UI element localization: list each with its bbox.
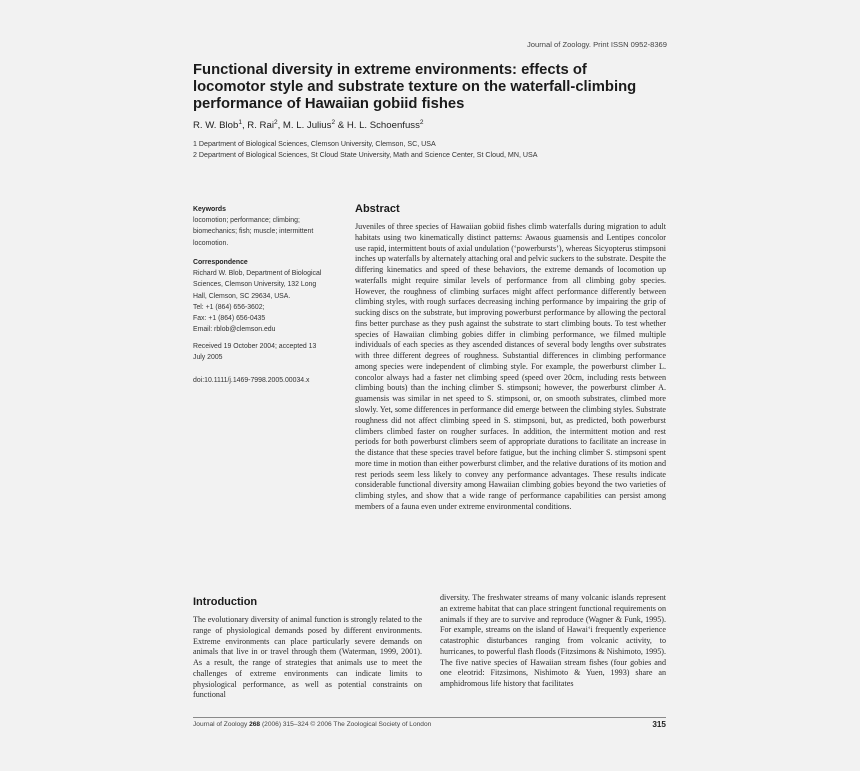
abstract-heading: Abstract xyxy=(355,203,400,215)
correspondence-line: Hall, Clemson, SC 29634, USA. xyxy=(193,292,291,300)
correspondence-tel: Tel: +1 (864) 656-3602; xyxy=(193,303,265,311)
article-title: Functional diversity in extreme environments: effects of locomotor style and substrate texture on the waterfall-climbing performance of Hawaiian gobiid fishes xyxy=(193,62,637,112)
footer-citation: Journal of Zoology 268 (2006) 315–324 © 2006 The Zoological Society of London xyxy=(193,721,432,728)
doi: doi:10.1111/j.1469-7998.2005.00034.x xyxy=(193,377,310,384)
keywords-heading: Keywords xyxy=(193,206,226,213)
author-1: R. W. Blob$^1$, xyxy=(193,119,248,131)
correspondence-heading: Correspondence xyxy=(193,259,248,266)
correspondence-fax: Fax: +1 (864) 656-0435 xyxy=(193,315,266,323)
keywords-block xyxy=(193,204,338,249)
affiliation-2: 2 Department of Biological Sciences, St Cloud State University, Math and Science Center, St Cloud, MN, USA xyxy=(193,151,538,159)
introduction-text-right: diversity. The freshwater streams of many volcanic islands represent an extreme habitat that can place stringent functional requirements on animals if they are to survive and reproduce (Wagner & Funk, 1995). For example, streams on the island of Hawai‘i frequently experience catastrophic disturbances ranging from volcanic activity, to hurricanes, to powerful flash floods (Fitzsimons & Nishimoto, 1995). The five native species of Hawaiian stream fishes (four gobies and one eleotrid: Fitzsimons, Nishimoto & Yuen, 1993) share an amphidromous life history that facilitates xyxy=(440,593,666,688)
author-4: H. L. Schoenfuss$^2$ xyxy=(346,119,424,131)
footer-rule xyxy=(193,717,666,718)
author-3: M. L. Julius$^2$ & xyxy=(282,119,347,131)
received-date: Received 19 October 2004; accepted 13 July 2005 xyxy=(193,343,317,362)
correspondence-line: Sciences, Clemson University, 132 Long xyxy=(193,281,317,289)
journal-header: Journal of Zoology. Print ISSN 0952-8369 xyxy=(526,40,667,49)
affiliation-1: 1 Department of Biological Sciences, Clemson University, Clemson, SC, USA xyxy=(193,140,436,148)
author-list xyxy=(193,119,424,131)
correspondence-line: Richard W. Blob, Department of Biological xyxy=(193,270,322,278)
introduction-text-left: The evolutionary diversity of animal function is strongly related to the range of physiological demands posed by different environments. Extreme environments can place particularly severe demands on animals that live in or travel through them (Waterman, 1999, 2001). As a result, the range of strategies that animals use to meet the challenges of extreme environments can indicate limits to physiological performance, as well as potential constraints on functional xyxy=(193,615,422,700)
correspondence-email: Email: rblob@clemson.edu xyxy=(193,326,276,334)
introduction-heading: Introduction xyxy=(193,596,258,608)
abstract-text: Juveniles of three species of Hawaiian gobiid fishes climb waterfalls during migration to adult habitats using two kinematically distinct patterns: Awaous guamensis and Lentipes concolor use rapid, intermittent bouts of axial undulation (‘powerbursts’), whereas Sicyopterus stimpsoni inches up waterfalls by alternately attaching oral and pelvic suckers to the substrate. Despite the differing kinematics and speed of these behaviors, the extreme demands of locomotion up waterfalls might require similar levels of performance from all climbing goby species. However, the roughness of climbing surfaces might affect performance differently between climbing styles, with rough surfaces decreasing inching performance by impairing the grip of sucking discs on the substrate, but improving powerburst performance by allowing the pectoral fins better purchase as they push against the substrate to start climbing bouts. To test whether species of Hawaiian climbing gobies differ in climbing performance, we filmed multiple individuals of each species as they ascended distances of several body lengths over substrates with three different degrees of roughness. Substantial differences in climbing performance among species were independent of climbing style. For example, the powerburst climber L. concolor always had a faster net climbing speed (speed over 20cm, including rests between climbing bouts) than the inching climber S. stimpsoni; however, the powerburst climber A. guamensis was similar in net speed to S. stimpsoni, or, on smooth substrates, climbed more slowly. Yet, some differences in performance did emerge between the climbing styles. Substrate roughness did not affect climbing speed in S. stimpsoni, but, as predicted, both powerburst climbers climbed faster on rougher surfaces. In addition, the intermittent motion and rest periods for both powerburst climbers seem of appropriate durations to facilitate an increase in the distance that these species travel before fatigue, but the inching climber S. stimpsoni spent more time in motion than either powerburst climber, and the relative durations of its motion and rest periods seem less likely to convey any performance advantages. These results indicate considerable functional diversity among Hawaiian climbing gobies beyond the two varieties of climbing styles, and show that a wide range of performance capabilities can persist among members of a fauna even under extreme environmental conditions. xyxy=(355,222,666,511)
correspondence-block xyxy=(193,257,338,335)
author-2: R. Rai$^2$, xyxy=(247,119,283,131)
keywords-text: locomotion; performance; climbing; biomechanics; fish; muscle; intermittent locomotion. xyxy=(193,217,314,247)
page-number: 315 xyxy=(652,720,666,729)
